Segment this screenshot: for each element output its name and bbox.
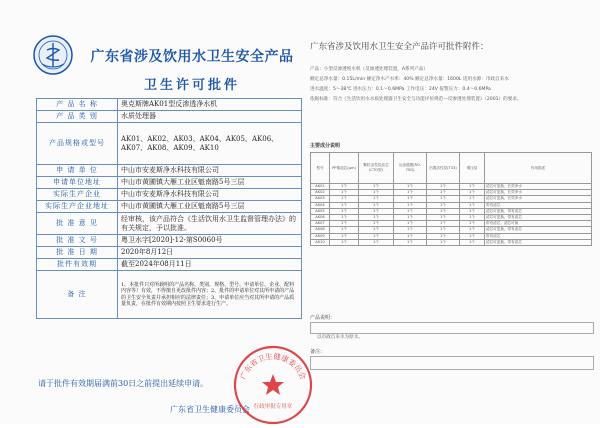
capacity-line: 额定总净水量：0.15L/min 额定净水产水率：40% 额定总净水量：1600L 适用水源：市政自来水 bbox=[310, 77, 509, 82]
table-header-row bbox=[311, 153, 592, 184]
cell: 1个 bbox=[460, 190, 485, 196]
row-value: 中山市安麦斯净水科技有限公司 bbox=[118, 189, 302, 201]
cell: 1个 bbox=[330, 233, 359, 239]
cell: 带有滤芯 bbox=[485, 233, 592, 239]
table-row bbox=[37, 259, 302, 271]
table-row bbox=[37, 165, 302, 177]
table-row bbox=[37, 123, 302, 165]
health-emblem-icon bbox=[32, 34, 74, 76]
row-label: 批 准 日 期 bbox=[37, 247, 118, 259]
cell: 1个 bbox=[394, 184, 427, 190]
cell: 1个 bbox=[330, 184, 359, 190]
row-value: AK01、AK02、AK03、AK04、AK05、AK06、AK07、AK08、AK09、AK10 bbox=[118, 123, 302, 165]
component-table bbox=[310, 152, 592, 246]
seal-subtext: 行政审批专用章 bbox=[253, 404, 293, 410]
cell: 1个 bbox=[460, 227, 485, 233]
document-title: 广东省涉及饮用水卫生安全产品 bbox=[90, 49, 294, 65]
table-row bbox=[37, 99, 302, 111]
approval-attachment bbox=[306, 40, 592, 420]
official-seal-icon bbox=[230, 342, 316, 428]
approval-certificate bbox=[30, 12, 308, 417]
row-value: 水质处理器 bbox=[118, 111, 302, 123]
cell: 1个 bbox=[330, 215, 359, 221]
cell: 1个 bbox=[460, 202, 485, 208]
issuing-authority: 广东省卫生健康委员会 bbox=[170, 405, 250, 414]
cell: 1个 bbox=[427, 215, 460, 221]
cell: 1个 bbox=[394, 221, 427, 227]
cell: AK06 bbox=[311, 215, 330, 221]
cell: 1个 bbox=[427, 190, 460, 196]
row-value: 中山市安麦斯净水科技有限公司 bbox=[118, 165, 302, 177]
cell: 1个 bbox=[359, 233, 394, 239]
cell: AK05 bbox=[311, 208, 330, 214]
row-value: 截至2024年08月11日 bbox=[118, 259, 302, 271]
cell: 1个 bbox=[330, 196, 359, 202]
cell: 滤芯可更换，带有滤芯 bbox=[485, 227, 592, 233]
column-header: 型号 bbox=[311, 153, 330, 184]
cell: AK10 bbox=[311, 239, 330, 245]
cell: 1个 bbox=[394, 196, 427, 202]
cell: 1个 bbox=[427, 184, 460, 190]
cell: 1个 bbox=[427, 196, 460, 202]
row-label: 产 品 类 别 bbox=[37, 111, 118, 123]
column-header: PP棉滤芯(μm) bbox=[330, 153, 359, 184]
note-label: 产品说明： bbox=[310, 315, 336, 321]
cell: 1个 bbox=[330, 227, 359, 233]
cell: 1个 bbox=[427, 202, 460, 208]
note-text: 以市政自来水为原水。 bbox=[317, 335, 363, 340]
document-subtitle: 卫生许可批件 bbox=[143, 78, 240, 93]
cell: 1个 bbox=[460, 221, 485, 227]
table-row bbox=[37, 247, 302, 259]
row-label: 批 准 意 见 bbox=[37, 213, 118, 235]
cell: 1个 bbox=[359, 190, 394, 196]
cell: 1个 bbox=[359, 239, 394, 245]
column-header: 反渗透膜(RO-75G) bbox=[394, 153, 427, 184]
cell: 滤芯可更换，长效净水 bbox=[485, 190, 592, 196]
cell: 1个 bbox=[359, 184, 394, 190]
row-label: 备 注 bbox=[37, 271, 118, 319]
product-line: 产品：小型反渗透纯水机（反渗透处理装置，A系列产品） bbox=[310, 67, 428, 72]
attachment-title: 广东省涉及饮用水卫生安全产品许可批件附件： bbox=[310, 42, 489, 52]
table-row bbox=[311, 239, 592, 245]
cell: AK08 bbox=[311, 227, 330, 233]
cell: 滤芯可更换，长效净水 bbox=[485, 196, 592, 202]
table-row bbox=[37, 201, 302, 213]
cell: 1个 bbox=[359, 202, 394, 208]
condition-line: 进水温度：5～38℃ 进水压力：0.1～0.6MPa 工作电压：24V 报警压力：0.4～0.6MPa bbox=[310, 87, 491, 92]
table-row bbox=[37, 189, 302, 201]
cell: 带有滤芯 bbox=[485, 202, 592, 208]
standard-line: 依据标准：符合《生活饮用水水质处理器卫生安全与功能评价规范—反渗透处理装置》（2001）的要求。 bbox=[310, 97, 522, 102]
note-box bbox=[310, 322, 594, 340]
cell: 1个 bbox=[359, 208, 394, 214]
row-label: 批件有效期 bbox=[37, 259, 118, 271]
table-row bbox=[37, 271, 302, 319]
row-value: 中山市黄圃镇大雁工业区魁南路5号三层 bbox=[118, 177, 302, 189]
cell: 1个 bbox=[427, 227, 460, 233]
cell: 1个 bbox=[330, 190, 359, 196]
row-value: 1、本批件只对所载明的产品名称、类别、规格、型号、申请单位、企业、配料内容等）有效，不得擅自更改批件内容；2、批件的申请单位对其所申请的产品的卫生安全负责并承担相应的法律责任；3、申请单位应当对其所申请的产品质量负责，在批件有效期内按照卫生要求进行生产。 bbox=[118, 271, 302, 319]
cell: 1个 bbox=[394, 208, 427, 214]
cell: 滤芯可更换，带有滤芯 bbox=[485, 215, 592, 221]
cell: AK01 bbox=[311, 184, 330, 190]
cell: 带有滤芯，滤芯可换 bbox=[485, 221, 592, 227]
table-row bbox=[37, 235, 302, 247]
row-label: 实际生产企业地址 bbox=[37, 201, 118, 213]
cell: AK04 bbox=[311, 202, 330, 208]
cell: 1个 bbox=[460, 239, 485, 245]
cell: 滤芯可更换，带有滤芯 bbox=[485, 208, 592, 214]
row-label: 申 请 单 位 bbox=[37, 165, 118, 177]
cell: 1个 bbox=[427, 239, 460, 245]
approval-table bbox=[36, 98, 302, 319]
row-value: 粤卫水字[2020]-12-第S0060号 bbox=[118, 235, 302, 247]
row-value: 奥克斯牌AK01型反渗透净水机 bbox=[118, 99, 302, 111]
column-header: 增压泵 bbox=[460, 153, 485, 184]
row-value: 经审核，该产品符合《生活饮用水卫生监督管理办法》的有关规定，予以批准。 bbox=[118, 213, 302, 235]
cell: AK07 bbox=[311, 221, 330, 227]
cell: 1个 bbox=[394, 202, 427, 208]
cell: 1个 bbox=[394, 239, 427, 245]
remark-box bbox=[310, 356, 594, 370]
cell: 1个 bbox=[460, 215, 485, 221]
cell: AK02 bbox=[311, 190, 330, 196]
row-label: 批 准 文 号 bbox=[37, 235, 118, 247]
cell: 1个 bbox=[427, 208, 460, 214]
cell: 1个 bbox=[394, 215, 427, 221]
table-row bbox=[37, 177, 302, 189]
seal-text: 广东省卫生健康委员会 bbox=[238, 351, 308, 381]
cell: 1个 bbox=[359, 221, 394, 227]
cell: 1个 bbox=[359, 215, 394, 221]
row-value: 2020年8月12日 bbox=[118, 247, 302, 259]
column-header: 颗粒活性炭滤芯(CTO型) bbox=[359, 153, 394, 184]
column-header: 作用描述 bbox=[485, 153, 592, 184]
cell: 1个 bbox=[330, 221, 359, 227]
cell: 1个 bbox=[330, 239, 359, 245]
remark-label: 备注： bbox=[310, 349, 326, 355]
cell: 1个 bbox=[460, 184, 485, 190]
row-label: 实际生产企业 bbox=[37, 189, 118, 201]
cell: 1个 bbox=[330, 208, 359, 214]
row-label: 产品规格或型号 bbox=[37, 123, 118, 165]
cell: 1个 bbox=[460, 196, 485, 202]
cell: 滤芯可更换，带有滤芯 bbox=[485, 239, 592, 245]
cell: 1个 bbox=[359, 196, 394, 202]
row-value: 中山市黄圃镇大雁工业区魁南路5号三层 bbox=[118, 201, 302, 213]
cell: 1个 bbox=[359, 227, 394, 233]
cell: AK03 bbox=[311, 196, 330, 202]
renewal-footnote: 请于批件有效期届满前30日之前提出延续申请。 bbox=[38, 379, 209, 388]
cell: 1个 bbox=[427, 221, 460, 227]
cell: 1个 bbox=[394, 227, 427, 233]
row-label: 产 品 名 称 bbox=[37, 99, 118, 111]
cell: 滤芯可更换，长效净水 bbox=[485, 184, 592, 190]
section-heading: 主要成分说明 bbox=[310, 143, 341, 149]
cell: 1个 bbox=[330, 202, 359, 208]
column-header: 后置活性炭(T33) bbox=[427, 153, 460, 184]
table-row bbox=[37, 111, 302, 123]
cell: 1个 bbox=[460, 208, 485, 214]
table-row bbox=[37, 213, 302, 235]
cell: 1个 bbox=[460, 233, 485, 239]
cell: 1个 bbox=[394, 233, 427, 239]
cell: AK09 bbox=[311, 233, 330, 239]
cell: 1个 bbox=[427, 233, 460, 239]
cell: 1个 bbox=[394, 190, 427, 196]
row-label: 申请单位地址 bbox=[37, 177, 118, 189]
